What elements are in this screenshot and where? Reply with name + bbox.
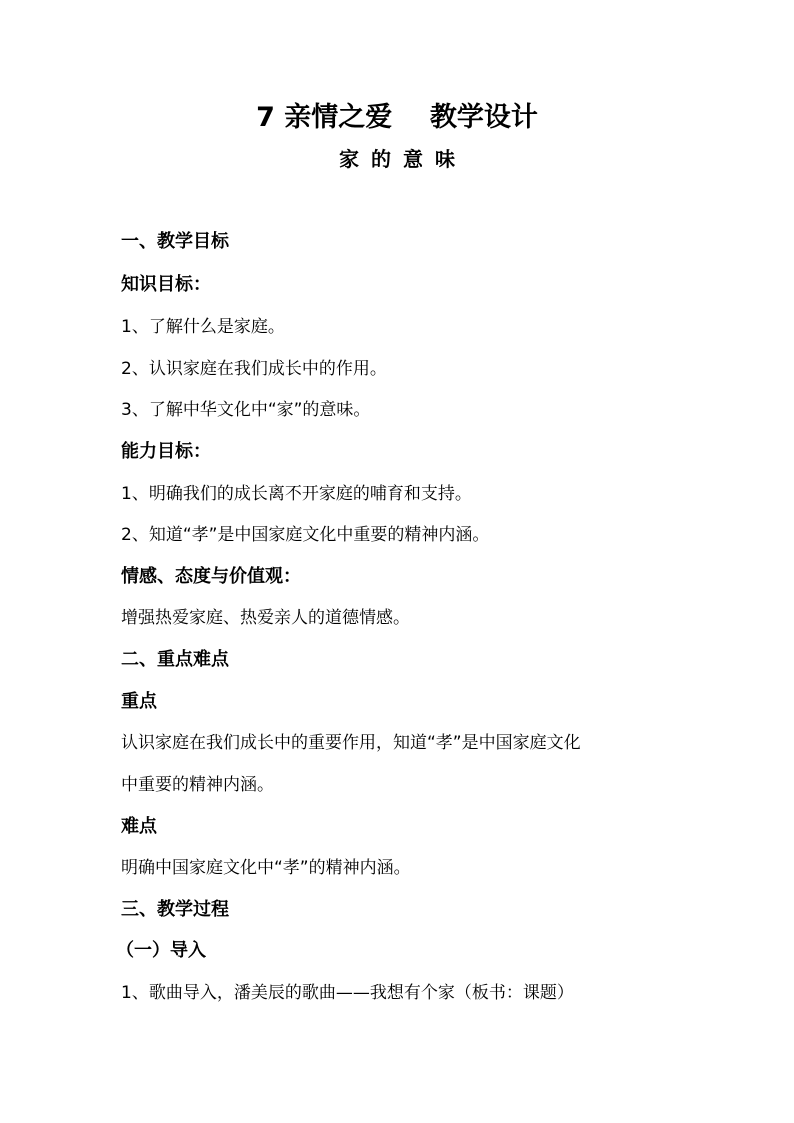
- section-heading-key-points: 二、重点难点: [121, 649, 229, 670]
- document-subtitle: 家的意味: [339, 147, 467, 171]
- knowledge-goal-item: 1、了解什么是家庭。: [121, 317, 285, 337]
- key-point-text: 认识家庭在我们成长中的重要作用，知道“孝”是中国家庭文化: [121, 733, 581, 753]
- ability-goal-item: 1、明确我们的成长离不开家庭的哺育和支持。: [121, 484, 472, 504]
- subheading-emotion-values: 情感、态度与价值观：: [121, 566, 301, 587]
- difficult-point-text: 明确中国家庭文化中“孝”的精神内涵。: [121, 858, 411, 878]
- subheading-key-point: 重点: [121, 691, 157, 712]
- subheading-difficult-point: 难点: [121, 816, 157, 837]
- knowledge-goal-item: 2、认识家庭在我们成长中的作用。: [121, 359, 387, 379]
- ability-goal-item: 2、知道“孝”是中国家庭文化中重要的精神内涵。: [121, 525, 490, 545]
- subheading-ability-goals: 能力目标：: [121, 441, 211, 462]
- emotion-values-item: 增强热爱家庭、热爱亲人的道德情感。: [121, 608, 410, 628]
- section-heading-teaching-process: 三、教学过程: [121, 899, 229, 920]
- section-heading-objectives: 一、教学目标: [121, 231, 229, 252]
- introduction-step: 1、歌曲导入，潘美辰的歌曲——我想有个家（板书：课题）: [121, 983, 574, 1003]
- key-point-text-continued: 中重要的精神内涵。: [121, 775, 274, 795]
- subheading-introduction: （一）导入: [116, 940, 206, 961]
- subheading-knowledge-goals: 知识目标：: [121, 274, 211, 295]
- document-title: 7 亲情之爱 教学设计: [256, 102, 538, 133]
- knowledge-goal-item: 3、了解中华文化中“家”的意味。: [121, 400, 371, 420]
